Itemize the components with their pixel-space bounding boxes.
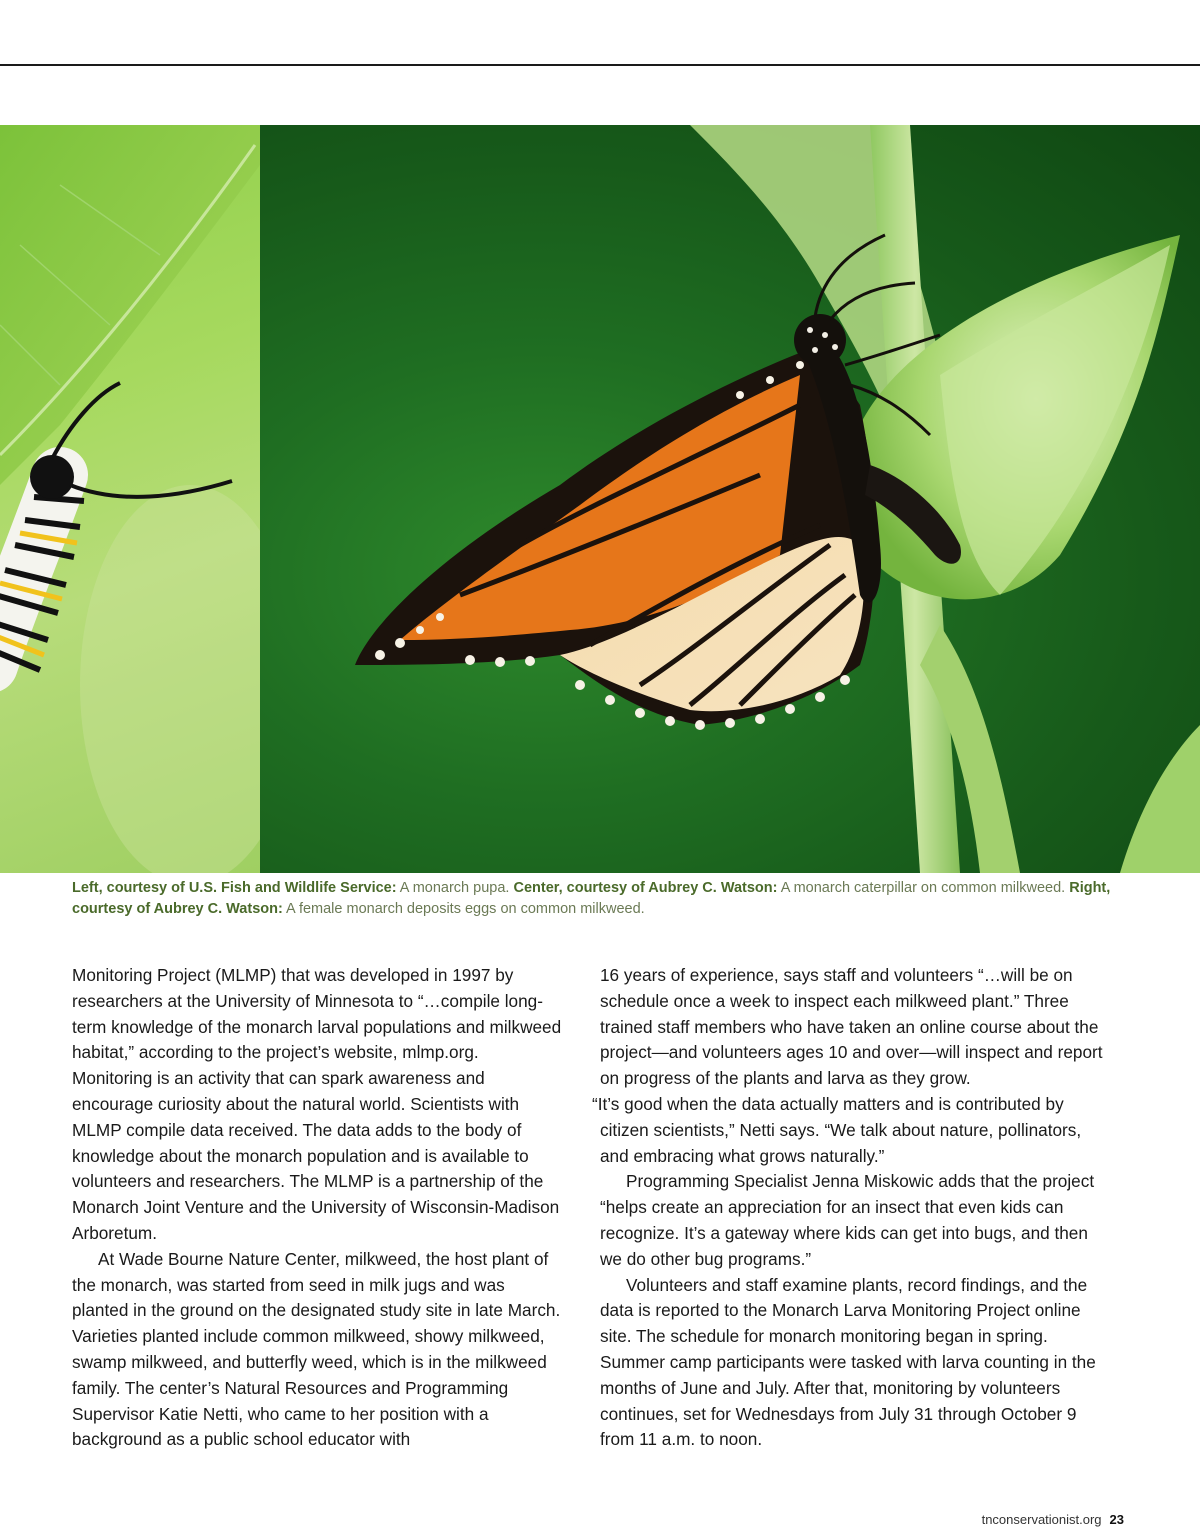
caterpillar-photo — [0, 125, 260, 873]
photo-strip — [0, 125, 1200, 873]
article-paragraph: Programming Specialist Jenna Miskowic adds that the project “helps create an appreciation for an insect that even kids can recognize. It’s a gateway where kids can get into bugs, and then we do other bug programs.” — [600, 1171, 1095, 1269]
caption-left-text: A monarch pupa. — [396, 880, 514, 896]
photo-caption — [72, 878, 1132, 920]
footer-site-link[interactable]: tnconservationist.org — [981, 1512, 1102, 1527]
article-quote-paragraph: “It’s good when the data actually matters and is contributed by citizen scientists,” Netti says. “We talk about nature, pollinators, and embracing what grows naturally.” — [592, 1093, 1082, 1166]
article-column-right — [592, 963, 1112, 1453]
page-footer — [982, 1512, 1124, 1527]
caption-center-text: A monarch caterpillar on common milkweed. — [777, 880, 1070, 896]
article-paragraph: 16 years of experience, says staff and volunteers “…will be on schedule once a week to inspect each milkweed plant.” Three trained staff members who have taken an online course about the project—and volunteers ages 10 and over—will inspect and report on progress of the plants and larva as they grow. — [600, 965, 1103, 1089]
caption-right-credit: Right, courtesy of Aubrey C. Watson: — [72, 880, 1111, 917]
article-column-left — [72, 963, 562, 1453]
caption-center-credit: Center, courtesy of Aubrey C. Watson: — [513, 880, 778, 896]
article-paragraph: At Wade Bourne Nature Center, milkweed, the host plant of the monarch, was started from seed in milk jugs and was planted in the ground on the designated study site in late March. Varieties planted include common milkweed, showy milkweed, swamp milkweed, and butterfly weed, which is in the milkweed family. The center’s Natural Resources and Programming Supervisor Katie Netti, who came to her position with a background as a public school educator with — [72, 1248, 561, 1450]
article-paragraph: Volunteers and staff examine plants, record findings, and the data is reported to the Monarch Larva Monitoring Project online site. The schedule for monarch monitoring began in spring. Summer camp participants were tasked with larva counting in the months of June and July. After that, monitoring by volunteers continues, set for Wednesdays from July 31 through October 9 from 11 a.m. to noon. — [600, 1274, 1096, 1450]
caption-left-credit: Left, courtesy of U.S. Fish and Wildlife Service: — [72, 880, 397, 896]
caption-right-text: A female monarch deposits eggs on common milkweed. — [282, 901, 645, 917]
page-number: 23 — [1109, 1512, 1124, 1527]
article-paragraph: Monitoring Project (MLMP) that was developed in 1997 by researchers at the University of Minnesota to “…compile long-term knowledge of the monarch larval populations and milkweed habitat,” according to the project’s website, mlmp.org. Monitoring is an activity that can spark awareness and encourage curiosity about the natural world. Scientists with MLMP compile data received. The data adds to the body of knowledge about the monarch population and is available to volunteers and researchers. The MLMP is a partnership of the Monarch Joint Venture and the University of Wisconsin-Madison Arboretum. — [72, 965, 562, 1243]
top-rule — [0, 64, 1200, 66]
monarch-butterfly-photo — [260, 125, 1200, 873]
